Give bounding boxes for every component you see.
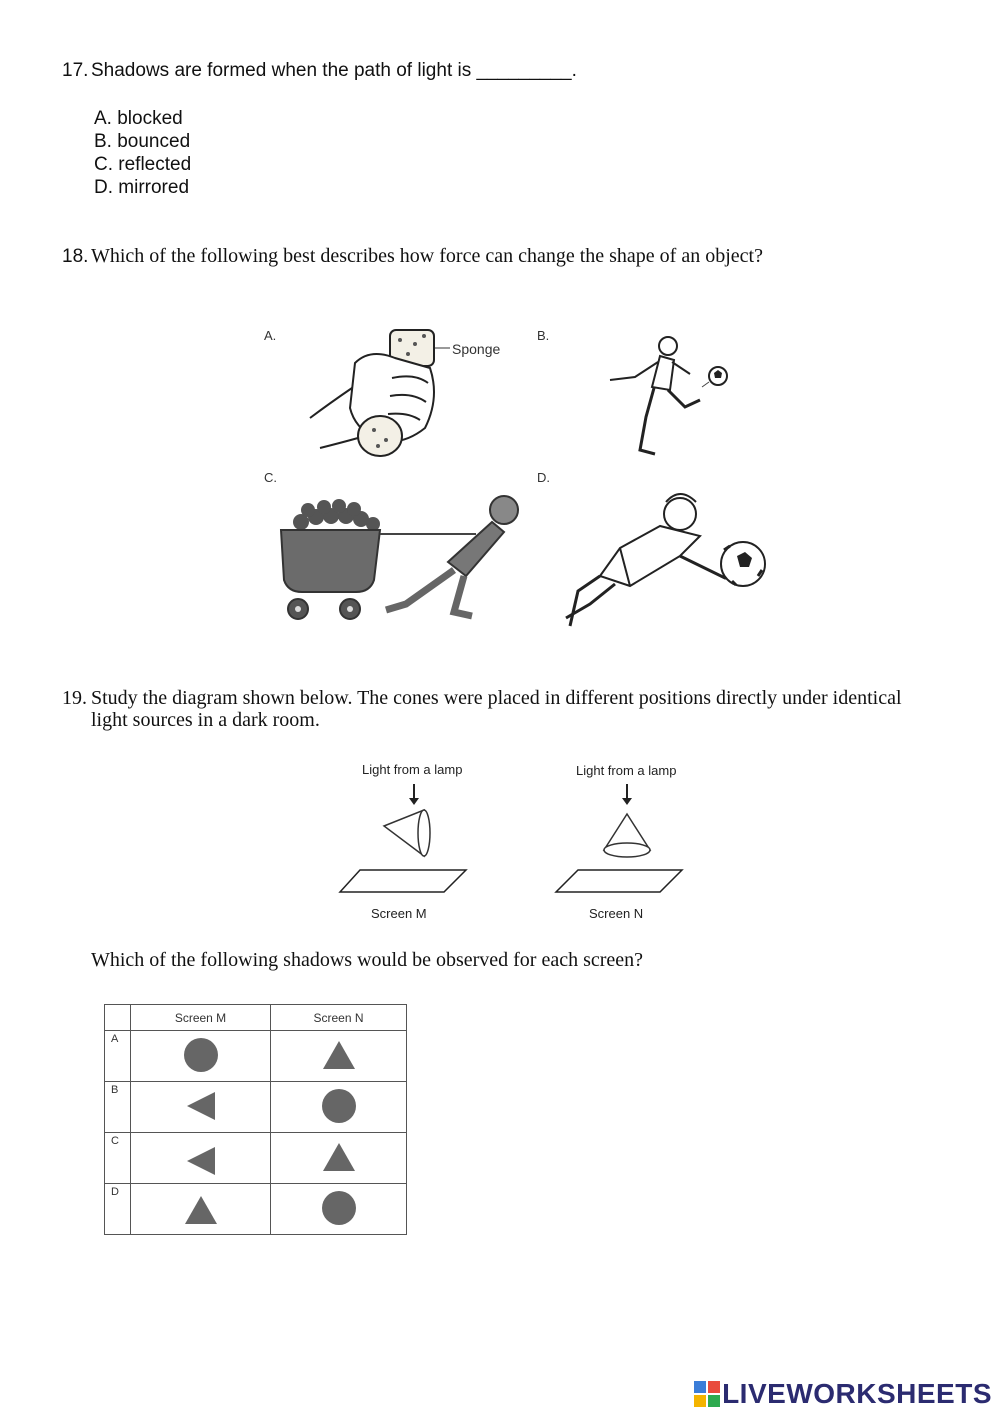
table-row[interactable] (105, 1031, 407, 1082)
row-b-screen-n (271, 1082, 407, 1133)
option-a[interactable]: A. blocked (94, 108, 183, 129)
question-number: 17. (62, 60, 89, 81)
circle-shadow-icon (319, 1082, 359, 1130)
question-text-line2: light sources in a dark room. (91, 709, 320, 731)
figure-b-label: B. (537, 328, 550, 343)
player-kicking-ball-illustration (600, 332, 740, 462)
option-d[interactable]: D. mirrored (94, 177, 190, 198)
hand-squeezing-sponge-illustration (300, 318, 460, 468)
row-b-screen-m (131, 1082, 271, 1133)
table-row[interactable] (105, 1082, 407, 1133)
triangle-left-shadow-icon (181, 1133, 221, 1181)
row-a-screen-n (271, 1031, 407, 1082)
table-header-screen-n: Screen N (271, 1005, 407, 1031)
option-b[interactable]: B. bounced (94, 131, 191, 152)
liveworksheets-wordmark: LIVEWORKSHEETS (722, 1378, 992, 1409)
table-row[interactable] (105, 1184, 407, 1235)
question-18 (62, 245, 763, 268)
table-header-row (105, 1005, 407, 1031)
row-c-screen-m (131, 1133, 271, 1184)
goalkeeper-catching-ball-illustration (560, 486, 780, 636)
row-label: D (105, 1184, 131, 1235)
cone-on-side-diagram (338, 782, 473, 902)
screen-n-label: Screen N (589, 906, 644, 921)
option-c[interactable]: C. reflected (94, 154, 192, 175)
figure-c-label: C. (264, 470, 277, 485)
row-d-screen-m (131, 1184, 271, 1235)
row-d-screen-n (271, 1184, 407, 1235)
sub-question-text: Which of the following shadows would be observed for each screen? (91, 949, 644, 971)
lamp-label-right: Light from a lamp (576, 763, 677, 778)
circle-shadow-icon (181, 1031, 221, 1079)
table-header-corner (105, 1005, 131, 1031)
row-label: C (105, 1133, 131, 1184)
row-label: A (105, 1031, 131, 1082)
question-text: Which of the following best describes how force can change the shape of an object? (91, 245, 763, 267)
row-c-screen-n (271, 1133, 407, 1184)
question-number: 18. (62, 246, 89, 267)
circle-shadow-icon (319, 1184, 359, 1232)
triangle-left-shadow-icon (181, 1082, 221, 1130)
triangle-up-shadow-icon (319, 1031, 359, 1079)
question-text: Shadows are formed when the path of light is _________. (91, 60, 577, 81)
liveworksheets-logo[interactable] (694, 1378, 992, 1410)
row-a-screen-m (131, 1031, 271, 1082)
question-17 (62, 60, 577, 82)
liveworksheets-logo-icon (694, 1381, 720, 1407)
question-19 (62, 687, 922, 731)
cone-upright-diagram (554, 782, 689, 902)
question-number: 19. (62, 687, 87, 709)
triangle-up-shadow-icon (181, 1184, 221, 1232)
figure-d-label: D. (537, 470, 550, 485)
row-label: B (105, 1082, 131, 1133)
table-row[interactable] (105, 1133, 407, 1184)
sponge-caption: Sponge (452, 341, 501, 357)
triangle-up-shadow-icon (319, 1133, 359, 1181)
question-text-line1: Study the diagram shown below. The cones were placed in different positions directly under identical (91, 687, 902, 709)
man-pulling-cart-illustration (276, 492, 536, 624)
figure-a-label: A. (264, 328, 277, 343)
table-header-screen-m: Screen M (131, 1005, 271, 1031)
screen-m-label: Screen M (371, 906, 427, 921)
shadows-answer-table (104, 1004, 407, 1235)
lamp-label-left: Light from a lamp (362, 762, 463, 777)
